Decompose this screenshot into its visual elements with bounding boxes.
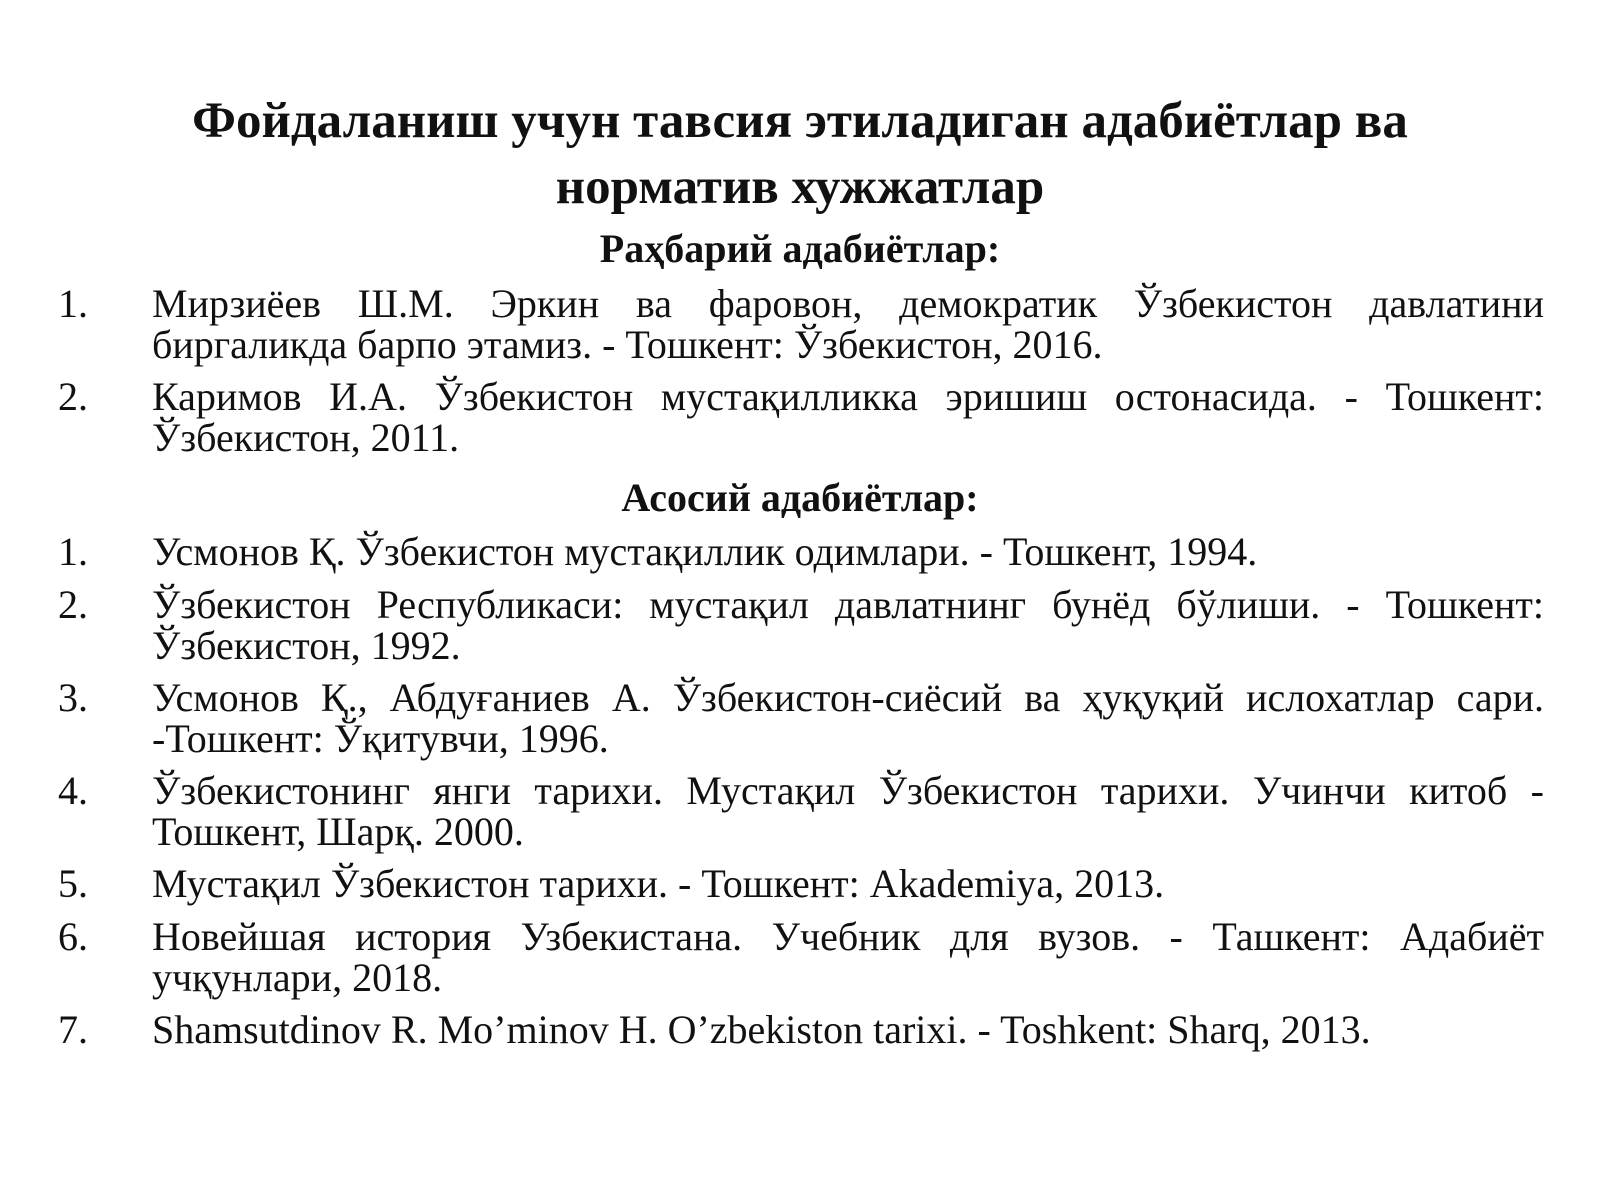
main-literature-list bbox=[0, 531, 1600, 1050]
page-title-line-2: норматив хужжатлар bbox=[555, 159, 1045, 215]
item-text: Shamsutdinov R. Mo’minov H. O’zbekiston tarixi. - Toshkent: Sharq, 2013. bbox=[152, 1007, 1371, 1052]
item-number: 3. bbox=[58, 675, 88, 720]
item-text: Усмонов Қ. Ўзбекистон мустақиллик одимлари. - Тошкент, 1994. bbox=[152, 529, 1258, 574]
item-number: 6. bbox=[58, 914, 88, 959]
page-title-line-1: Фойдаланиш учун тавсия этиладиган адабиётлар ва bbox=[192, 93, 1408, 149]
item-number: 1. bbox=[58, 529, 88, 574]
list-item bbox=[0, 531, 1600, 572]
item-text: Каримов И.А. Ўзбекистон мустақилликка эришиш остонасида. - Тошкент: Ўзбекистон, 2011. bbox=[152, 374, 1544, 460]
list-item bbox=[0, 1009, 1600, 1050]
list-item bbox=[0, 584, 1600, 666]
page-title bbox=[80, 88, 1520, 220]
item-text: Новейшая история Узбекистана. Учебник для вузов. - Ташкент: Адабиёт учқунлари, 2018. bbox=[152, 914, 1544, 1000]
item-text: Ўзбекистонинг янги тарихи. Мустақил Ўзбекистон тарихи. Учинчи китоб - Тошкент, Шарқ. 2000. bbox=[152, 768, 1544, 854]
list-item bbox=[0, 916, 1600, 998]
item-number: 1. bbox=[58, 281, 88, 326]
list-item bbox=[0, 677, 1600, 759]
guiding-literature-list bbox=[0, 283, 1600, 458]
item-number: 4. bbox=[58, 768, 88, 813]
item-number: 2. bbox=[58, 582, 88, 627]
item-text: Ўзбекистон Республикаси: мустақил давлатнинг бунёд бўлиши. - Тошкент: Ўзбекистон, 1992. bbox=[152, 582, 1544, 668]
item-text: Усмонов Қ., Абдуғаниев А. Ўзбекистон-сиёсий ва ҳуқуқий ислохатлар сари. -Тошкент: Ўқитувчи, 1996. bbox=[152, 675, 1544, 761]
list-item bbox=[0, 770, 1600, 852]
item-text: Мустақил Ўзбекистон тарихи. - Тошкент: Akademiya, 2013. bbox=[152, 861, 1165, 906]
list-item bbox=[0, 863, 1600, 904]
item-number: 7. bbox=[58, 1007, 88, 1052]
item-text: Мирзиёев Ш.М. Эркин ва фаровон, демократик Ўзбекистон давлатини биргаликда барпо этамиз. - Тошкент: Ўзбекистон, 2016. bbox=[152, 281, 1544, 367]
item-number: 2. bbox=[58, 374, 88, 419]
item-number: 5. bbox=[58, 861, 88, 906]
main-literature-heading: Асосий адабиётлар: bbox=[621, 475, 979, 520]
list-item bbox=[0, 283, 1600, 365]
guiding-literature-heading: Раҳбарий адабиётлар: bbox=[599, 226, 1001, 271]
list-item bbox=[0, 376, 1600, 458]
